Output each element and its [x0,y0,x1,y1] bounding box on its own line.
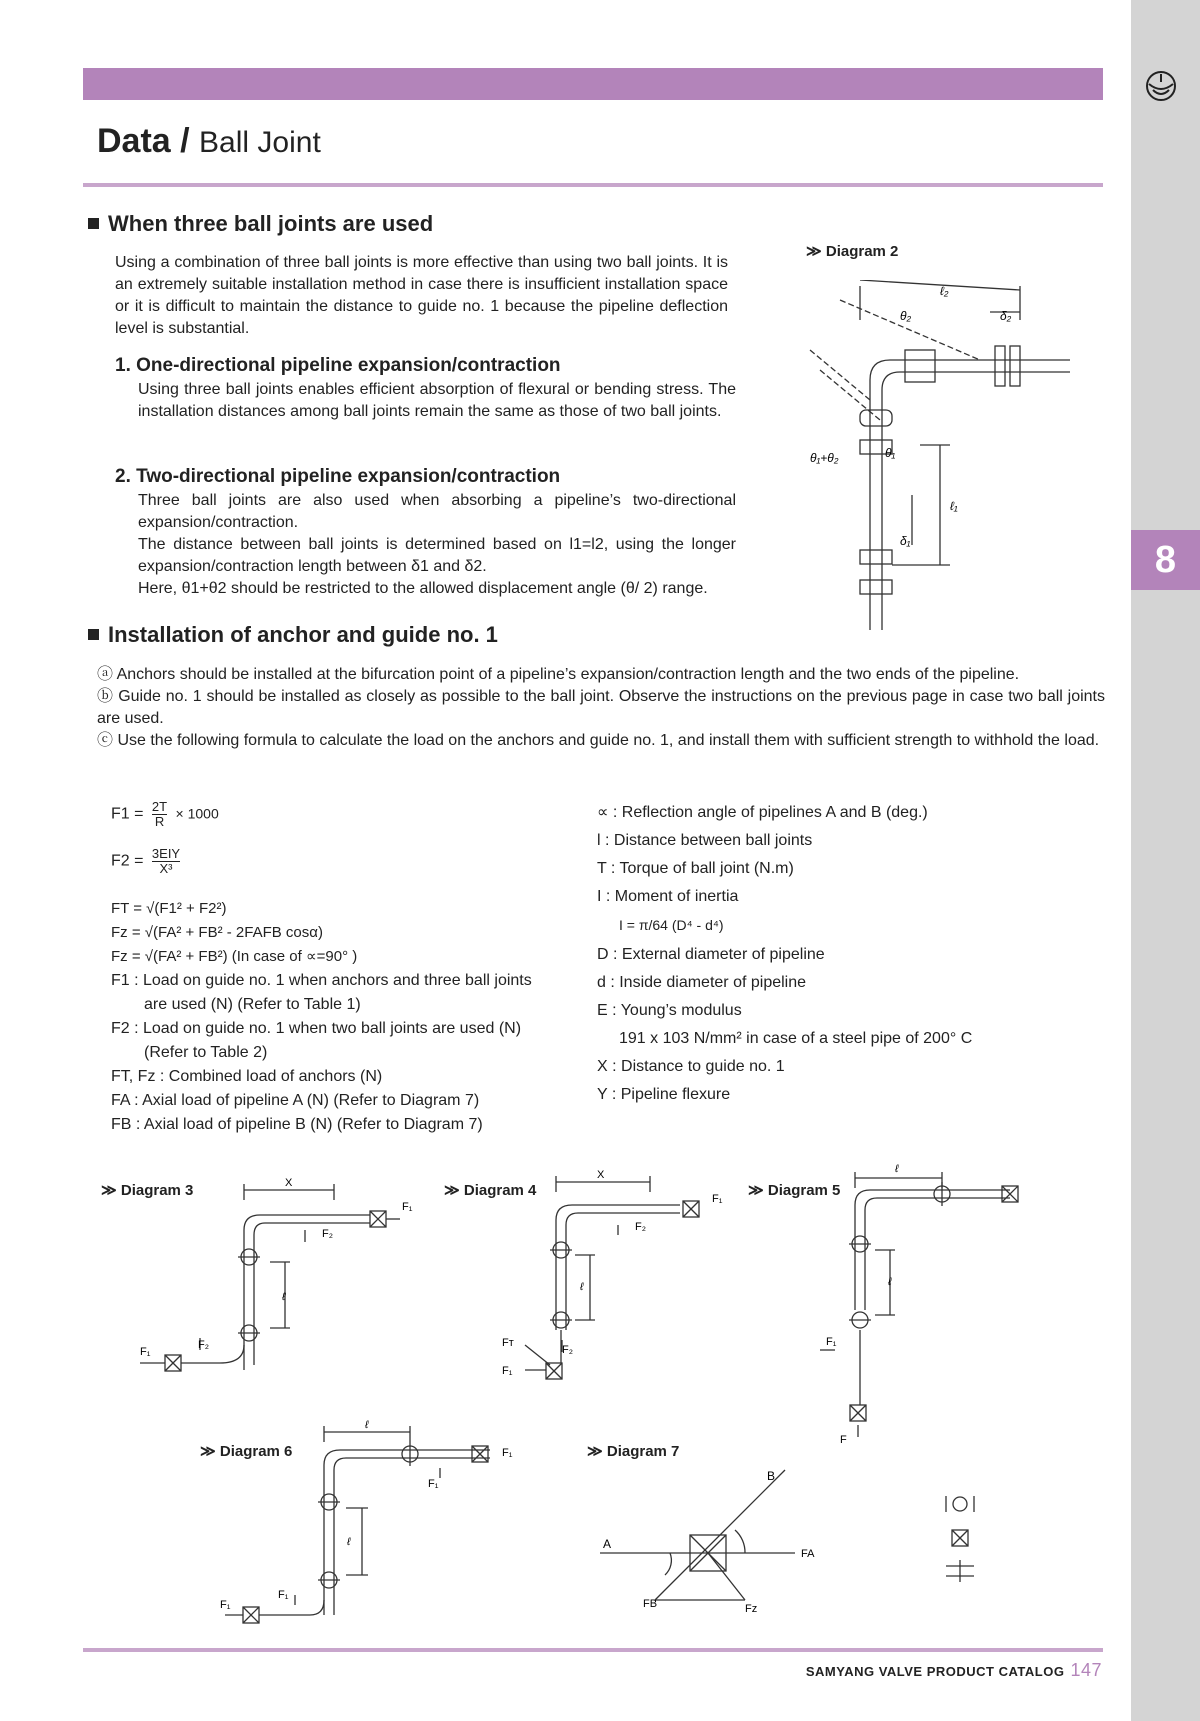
diagram3-label: ≫ Diagram 3 [101,1182,194,1199]
formula-fz1: Fz = √(FA² + FB² - 2FAFB cosα) [111,924,323,941]
svg-text:δ₂: δ₂ [1000,309,1012,323]
svg-text:ℓ₂: ℓ₂ [940,284,949,298]
svg-text:Fz: Fz [745,1603,758,1615]
svg-text:F₂: F₂ [562,1344,573,1356]
diagram5-figure [820,1160,1030,1445]
diagram3-figure [130,1170,440,1385]
legend-i: I : Moment of inertia [597,888,739,905]
svg-text:θ₂: θ₂ [900,309,912,323]
svg-text:F₁: F₁ [220,1599,231,1611]
svg-text:F₁: F₁ [712,1193,723,1205]
formula-ft: FT = √(F1² + F2²) [111,900,227,917]
section-heading-three-joints: When three ball joints are used [88,211,433,237]
svg-text:ℓ: ℓ [347,1536,351,1548]
svg-text:Fт: Fт [502,1337,514,1349]
f1-tail: × 1000 [175,805,219,822]
f1-num: 2T [151,799,168,814]
samyang-logo-icon [1143,68,1179,104]
svg-text:θ₁: θ₁ [885,446,896,460]
desc-f2b: (Refer to Table 2) [144,1044,268,1061]
item1-title: 1. One-directional pipeline expansion/contraction [115,355,561,376]
svg-text:F₁: F₁ [502,1365,513,1377]
desc-ft-fz: FT, Fz : Combined load of anchors (N) [111,1068,383,1085]
formula-fz2: Fz = √(FA² + FB²) (In case of ∝=90° ) [111,948,358,965]
desc-fb: FB : Axial load of pipeline B (N) (Refer to Diagram 7) [111,1116,483,1133]
diagram4-label: ≫ Diagram 4 [444,1182,537,1199]
install-note-b: ⓑ Guide no. 1 should be installed as closely as possible to the ball joint. Observe the instructions on the previous page in case two ball joints are used. [97,688,1105,727]
diagram6-label: ≫ Diagram 6 [200,1443,293,1460]
svg-text:θ₁+θ₂: θ₁+θ₂ [810,451,839,465]
f2-lhs: F2 = [111,852,144,870]
legend-e: E : Young’s modulus [597,1002,742,1019]
item2-text-2: The distance between ball joints is determined based on l1=l2, using the longer expansion/contraction length between δ1 and δ2. [138,536,736,575]
page-title [97,122,321,161]
svg-text:ℓ: ℓ [365,1420,369,1431]
item1-text: Using three ball joints enables efficient absorption of flexural or bending stress. The installation distances among ball joints remain the same as those of two ball joints. [138,381,736,420]
section1-intro: Using a combination of three ball joints is more effective than using two ball joints. It is an extremely suitable installation method in case there is insufficient installation space or it is difficult to maintain the distance to guide no. 1 because the pipeline deflection level is substantial. [115,254,728,337]
page-number: 147 [1070,1660,1102,1680]
svg-text:δ₁: δ₁ [900,534,911,548]
footer-text: SAMYANG VALVE PRODUCT CATALOG [805,1664,1065,1679]
symbol-legend [940,1490,980,1590]
footer [806,1660,1102,1681]
legend-alpha: ∝ : Reflection angle of pipelines A and B (deg.) [597,804,928,821]
svg-text:F₁: F₁ [402,1201,413,1213]
f2-den: X³ [159,861,173,876]
svg-text:ℓ: ℓ [580,1281,584,1293]
legend-y: Y : Pipeline flexure [597,1086,731,1103]
svg-text:B: B [767,1469,776,1483]
legend-e-val: 191 x 103 N/mm² in case of a steel pipe of 200° C [619,1030,973,1047]
svg-text:A: A [603,1537,612,1551]
item2-text-3: Here, θ1+θ2 should be restricted to the allowed displacement angle (θ/ 2) range. [138,580,708,597]
f2-num: 3EIY [151,846,181,861]
title-divider [83,183,1103,187]
desc-f1: F1 : Load on guide no. 1 when anchors and three ball joints [111,972,532,989]
install-note-a: ⓐ Anchors should be installed at the bifurcation point of a pipeline’s expansion/contraction length and the two ends of the pipeline. [97,666,1020,683]
svg-text:ℓ₁: ℓ₁ [950,499,958,513]
footer-divider [83,1648,1103,1652]
svg-text:F: F [840,1434,847,1445]
f1-lhs: F1 = [111,805,144,823]
svg-text:F₁: F₁ [428,1478,439,1490]
section-heading-anchor-guide: Installation of anchor and guide no. 1 [88,622,498,648]
svg-text:X: X [285,1177,293,1189]
svg-text:ℓ: ℓ [888,1276,892,1288]
svg-text:ℓ: ℓ [282,1291,286,1303]
formula-f2 [111,847,184,876]
desc-f1b: are used (N) (Refer to Table 1) [144,996,361,1013]
svg-text:F₂: F₂ [322,1228,333,1240]
item2-title: 2. Two-directional pipeline expansion/contraction [115,466,561,487]
legend-x: X : Distance to guide no. 1 [597,1058,785,1075]
diagram7-label: ≫ Diagram 7 [587,1443,680,1460]
svg-text:F₁: F₁ [502,1447,513,1459]
legend-t: T : Torque of ball joint (N.m) [597,860,794,877]
svg-text:F₁: F₁ [826,1336,837,1348]
diagram7-figure [595,1460,825,1620]
svg-text:F₂: F₂ [198,1339,209,1351]
f1-den: R [154,814,165,829]
svg-text:X: X [597,1170,605,1181]
svg-text:ℓ: ℓ [895,1163,899,1175]
diagram2-label: ≫ Diagram 2 [806,243,899,260]
diagram6-figure [210,1420,530,1635]
legend-D: D : External diameter of pipeline [597,946,825,963]
title-bold: Data / [97,122,190,160]
legend-d: d : Inside diameter of pipeline [597,974,807,991]
header-bar [83,68,1103,100]
svg-text:FB: FB [643,1598,658,1610]
desc-fa: FA : Axial load of pipeline A (N) (Refer to Diagram 7) [111,1092,480,1109]
svg-text:F₂: F₂ [635,1221,646,1233]
chapter-sidebar [1131,0,1200,1721]
legend-l: l : Distance between ball joints [597,832,813,849]
chapter-tab[interactable]: 8 [1131,530,1200,590]
legend-i-formula: I = π/64 (D⁴ - d⁴) [619,917,724,933]
diagram4-figure [490,1170,740,1385]
diagram5-label: ≫ Diagram 5 [748,1182,841,1199]
svg-text:FA: FA [801,1548,815,1560]
install-note-c: ⓒ Use the following formula to calculate the load on the anchors and guide no. 1, and install them with sufficient strength to withhold the load. [97,732,1100,749]
desc-f2: F2 : Load on guide no. 1 when two ball joints are used (N) [111,1020,522,1037]
item2-text-1: Three ball joints are also used when absorbing a pipeline’s two-directional expansion/contraction. [138,492,736,531]
svg-text:F₁: F₁ [278,1589,289,1601]
diagram2-figure [800,280,1100,630]
svg-text:F₁: F₁ [140,1346,151,1358]
title-rest: Ball Joint [199,126,321,159]
formula-f1 [111,800,219,829]
